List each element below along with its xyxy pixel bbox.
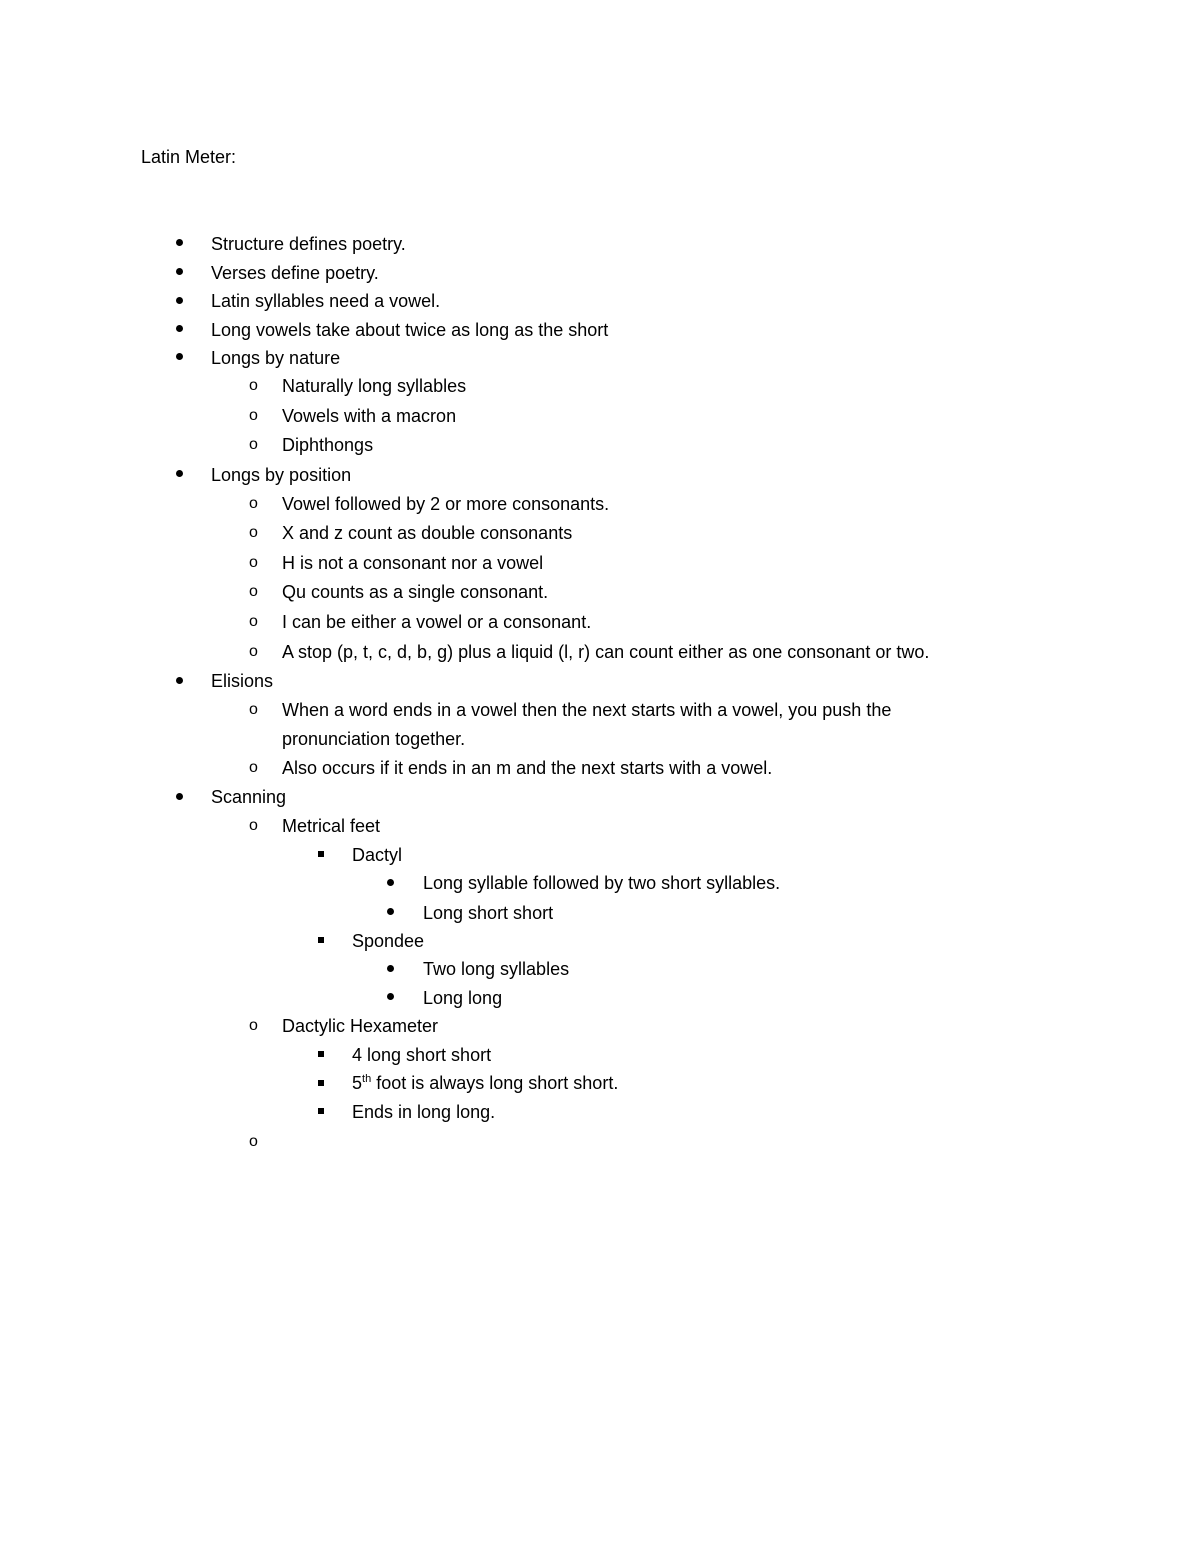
bullet-circle-icon: o bbox=[249, 817, 258, 834]
list-item: Also occurs if it ends in an m and the next starts with a vowel. bbox=[282, 758, 773, 778]
list-item-continuation: pronunciation together. bbox=[282, 729, 466, 749]
bullet-circle-icon: o bbox=[249, 701, 258, 718]
bullet-circle-icon: o bbox=[249, 759, 258, 776]
list-item: Latin syllables need a vowel. bbox=[211, 291, 441, 311]
bullet-square-icon bbox=[318, 1080, 324, 1086]
bullet-dot-icon bbox=[176, 793, 183, 800]
list-item: Qu counts as a single consonant. bbox=[282, 582, 549, 602]
bullet-square-icon bbox=[318, 937, 324, 943]
ordinal-number: 5 bbox=[352, 1073, 363, 1093]
list-item: I can be either a vowel or a consonant. bbox=[282, 612, 592, 632]
bullet-dot-icon bbox=[387, 965, 394, 972]
list-item: When a word ends in a vowel then the next starts with a vowel, you push the bbox=[282, 700, 892, 720]
bullet-dot-icon bbox=[176, 353, 183, 360]
list-item: H is not a consonant nor a vowel bbox=[282, 553, 544, 573]
bullet-dot-icon bbox=[387, 908, 394, 915]
list-item: Diphthongs bbox=[282, 435, 374, 455]
bullet-circle-icon: o bbox=[249, 377, 258, 394]
list-item: X and z count as double consonants bbox=[282, 523, 573, 543]
list-item: Dactylic Hexameter bbox=[282, 1016, 439, 1036]
bullet-dot-icon bbox=[176, 325, 183, 332]
bullet-circle-icon: o bbox=[249, 583, 258, 600]
list-item: Long long bbox=[423, 988, 503, 1008]
bullet-circle-icon: o bbox=[249, 1133, 258, 1150]
bullet-dot-icon bbox=[176, 268, 183, 275]
page-title: Latin Meter: bbox=[141, 147, 237, 167]
bullet-square-icon bbox=[318, 1051, 324, 1057]
bullet-square-icon bbox=[318, 851, 324, 857]
bullet-dot-icon bbox=[176, 297, 183, 304]
list-item: Elisions bbox=[211, 671, 274, 691]
list-item: Long vowels take about twice as long as the short bbox=[211, 320, 609, 340]
bullet-circle-icon: o bbox=[249, 613, 258, 630]
list-item: Verses define poetry. bbox=[211, 263, 379, 283]
bullet-dot-icon bbox=[387, 993, 394, 1000]
list-item: Naturally long syllables bbox=[282, 376, 467, 396]
bullet-circle-icon: o bbox=[249, 495, 258, 512]
list-item: Two long syllables bbox=[423, 959, 570, 979]
list-item: Longs by nature bbox=[211, 348, 341, 368]
list-item: Spondee bbox=[352, 931, 425, 951]
bullet-dot-icon bbox=[387, 879, 394, 886]
bullet-dot-icon bbox=[176, 470, 183, 477]
bullet-square-icon bbox=[318, 1108, 324, 1114]
list-item: Long short short bbox=[423, 903, 554, 923]
list-item: Vowel followed by 2 or more consonants. bbox=[282, 494, 610, 514]
bullet-circle-icon: o bbox=[249, 554, 258, 571]
bullet-circle-icon: o bbox=[249, 407, 258, 424]
bullet-dot-icon bbox=[176, 677, 183, 684]
list-item: 4 long short short bbox=[352, 1045, 492, 1065]
list-item: Structure defines poetry. bbox=[211, 234, 406, 254]
list-item bbox=[352, 1071, 618, 1095]
bullet-dot-icon bbox=[176, 239, 183, 246]
list-item: Vowels with a macron bbox=[282, 406, 457, 426]
list-item: Longs by position bbox=[211, 465, 352, 485]
ordinal-suffix: th bbox=[362, 1073, 372, 1085]
bullet-circle-icon: o bbox=[249, 436, 258, 453]
bullet-circle-icon: o bbox=[249, 524, 258, 541]
list-item: Metrical feet bbox=[282, 816, 381, 836]
list-item: Long syllable followed by two short syllables. bbox=[423, 873, 781, 893]
list-item-text: foot is always long short short. bbox=[371, 1073, 619, 1093]
bullet-circle-icon: o bbox=[249, 643, 258, 660]
list-item: Dactyl bbox=[352, 845, 403, 865]
list-item: Ends in long long. bbox=[352, 1102, 496, 1122]
bullet-circle-icon: o bbox=[249, 1017, 258, 1034]
list-item: Scanning bbox=[211, 787, 287, 807]
list-item: A stop (p, t, c, d, b, g) plus a liquid (l, r) can count either as one consonant or two. bbox=[282, 642, 930, 662]
